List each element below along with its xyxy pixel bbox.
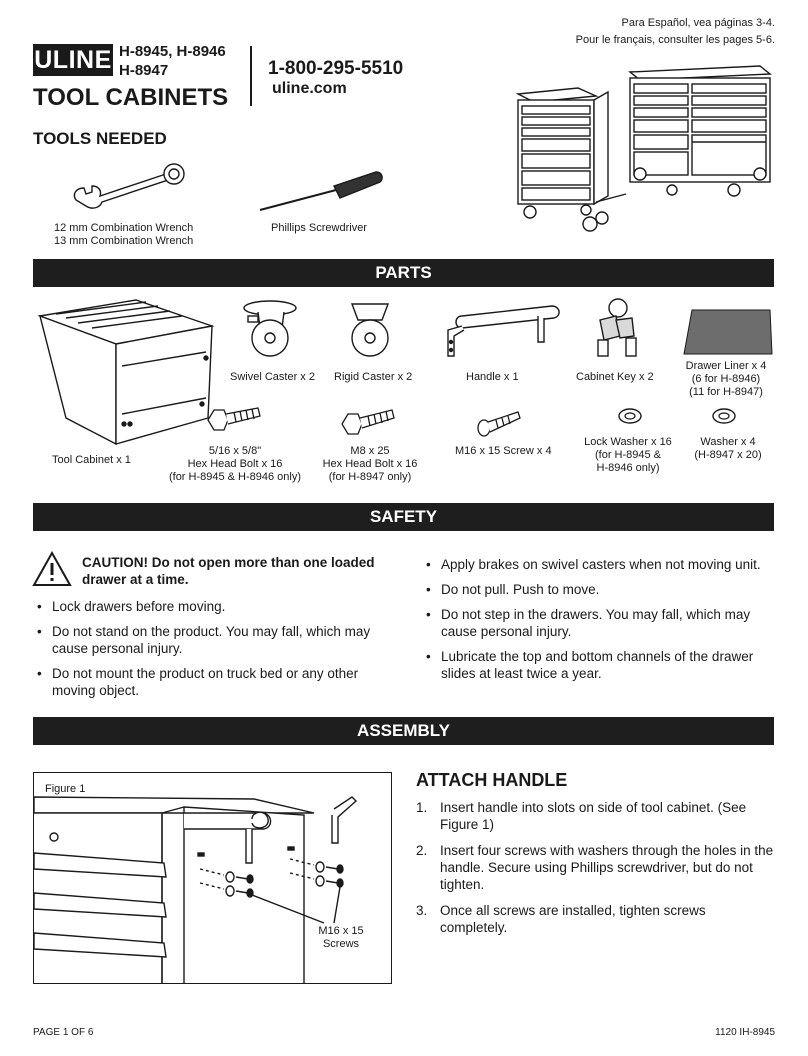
step-item <box>416 799 776 833</box>
safety-item: • Do not mount the product on truck bed or any other moving object. <box>33 665 403 699</box>
swivel-caster-icon <box>240 298 302 362</box>
bolt1-size: 5/16 x 5/8" <box>208 445 262 457</box>
safety-item: • Do not step in the drawers. You may fall, which may cause personal injury. <box>422 606 782 640</box>
handle-assembly-diagram <box>34 773 392 984</box>
wrench-icon <box>70 160 190 216</box>
safety-section-bar: SAFETY <box>33 503 774 531</box>
safety-list-left <box>33 598 403 707</box>
uline-logo: ULINE <box>34 46 112 74</box>
washer-label: Washer x 4 <box>700 436 756 448</box>
website: uline.com <box>272 80 347 97</box>
language-note <box>576 15 775 49</box>
drawer-liner-icon <box>682 308 774 356</box>
header-divider <box>250 46 252 106</box>
attach-handle-title: ATTACH HANDLE <box>416 770 568 790</box>
screw-caption: M16 x 15 Screw x 4 <box>455 445 552 457</box>
page-title: TOOL CABINETS <box>33 84 229 111</box>
language-note-es: Para Español, vea páginas 3-4. <box>621 17 775 29</box>
lock-washer-icon <box>616 406 644 426</box>
screwdriver-caption: Phillips Screwdriver <box>271 222 367 234</box>
figure-label: Figure 1 <box>45 783 86 795</box>
phone-number: 1-800-295-5510 <box>268 58 404 79</box>
cabinet-caption: Tool Cabinet x 1 <box>52 454 131 466</box>
safety-item: • Do not stand on the product. You may fall, which may cause personal injury. <box>33 623 403 657</box>
bolt1-caption <box>160 445 310 484</box>
rigid-caster-icon <box>346 298 394 362</box>
drawer-liner-label: Drawer Liner x 4 <box>685 360 767 372</box>
bolt1-note: (for H-8945 & H-8946 only) <box>168 471 302 483</box>
step-number: 1. <box>416 800 428 815</box>
step-number: 3. <box>416 903 428 918</box>
assembly-section-bar: ASSEMBLY <box>33 717 774 745</box>
tool-cabinets-illustration <box>512 62 776 238</box>
rigid-caster-caption: Rigid Caster x 2 <box>334 371 413 383</box>
safety-list-right <box>422 556 782 690</box>
bolt1-label: Hex Head Bolt x 16 <box>187 458 283 470</box>
model-line-2: H-8947 <box>119 62 169 79</box>
safety-item: • Do not pull. Push to move. <box>422 581 782 598</box>
screws-callout-label: Screws <box>322 938 360 950</box>
handle-caption: Handle x 1 <box>466 371 519 383</box>
screws-callout <box>306 925 376 951</box>
hex-bolt-icon <box>204 402 264 438</box>
drawer-liner-caption <box>676 360 776 399</box>
screws-callout-size: M16 x 15 <box>318 925 364 937</box>
drawer-liner-note-2: (11 for H-8947) <box>689 386 763 398</box>
cabinet-key-caption: Cabinet Key x 2 <box>576 371 654 383</box>
document-code: 1120 IH-8945 <box>715 1027 775 1038</box>
page-number: PAGE 1 OF 6 <box>33 1027 94 1038</box>
safety-item: • Lock drawers before moving. <box>33 598 403 615</box>
step-item <box>416 842 776 893</box>
warning-triangle-icon <box>32 551 72 587</box>
lock-washer-label: Lock Washer x 16 <box>584 436 672 448</box>
step-text: Insert handle into slots on side of tool cabinet. (See Figure 1) <box>440 800 747 832</box>
bolt2-label: Hex Head Bolt x 16 <box>322 458 418 470</box>
model-line-1: H-8945, H-8946 <box>119 43 226 60</box>
caution-text: CAUTION! Do not open more than one loaded drawer at a time. <box>82 555 375 587</box>
screwdriver-icon <box>256 166 386 216</box>
tool-wrench-caption <box>54 222 193 248</box>
lock-washer-note-2: H-8946 only) <box>596 462 660 474</box>
step-number: 2. <box>416 843 428 858</box>
bolt2-note: (for H-8947 only) <box>328 471 412 483</box>
drawer-liner-note-1: (6 for H-8946) <box>691 373 761 385</box>
cabinet-key-icon <box>586 296 646 364</box>
tools-needed-title: TOOLS NEEDED <box>33 129 167 148</box>
hex-bolt-m8-icon <box>338 402 398 438</box>
step-text: Once all screws are installed, tighten screws completely. <box>440 903 706 935</box>
model-numbers <box>119 42 226 80</box>
wrench-12mm-label: 12 mm Combination Wrench <box>54 222 194 234</box>
figure-1 <box>33 772 392 984</box>
step-text: Insert four screws with washers through the holes in the handle. Secure using Phillips screwdriver, but do not tighten. <box>440 843 774 892</box>
safety-item: • Apply brakes on swivel casters when not moving unit. <box>422 556 782 573</box>
washer-caption <box>686 436 770 462</box>
language-note-fr: Pour le français, consulter les pages 5-6. <box>575 34 775 46</box>
tool-cabinet-part-icon <box>36 296 218 446</box>
washer-note: (H-8947 x 20) <box>694 449 762 461</box>
bolt2-size: M8 x 25 <box>350 445 390 457</box>
washer-icon <box>710 406 738 426</box>
lock-washer-note-1: (for H-8945 & <box>594 449 662 461</box>
step-item <box>416 902 776 936</box>
bolt2-caption <box>310 445 430 484</box>
swivel-caster-caption: Swivel Caster x 2 <box>230 371 315 383</box>
handle-icon <box>434 300 564 362</box>
parts-section-bar: PARTS <box>33 259 774 287</box>
assembly-steps <box>416 799 776 945</box>
safety-item: • Lubricate the top and bottom channels of the drawer slides at least twice a year. <box>422 648 782 682</box>
lock-washer-caption <box>578 436 678 475</box>
wrench-13mm-label: 13 mm Combination Wrench <box>54 235 194 247</box>
screw-icon <box>474 404 524 438</box>
